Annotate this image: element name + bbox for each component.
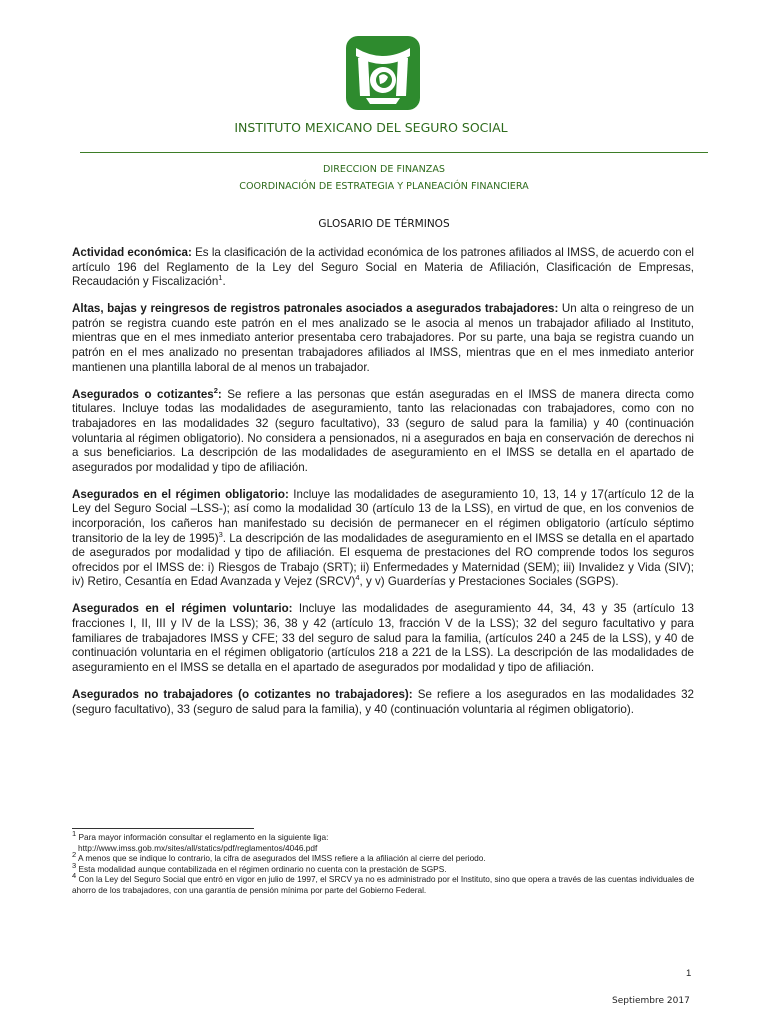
entry-term: Asegurados en el régimen voluntario: (72, 602, 293, 616)
footnote-1-link[interactable] (72, 843, 708, 854)
footnote-2 (72, 850, 708, 864)
entry-term: Actividad económica: (72, 246, 192, 259)
footnote-number: 1 (72, 829, 77, 839)
entry-text: Incluye las modalidades de aseguramiento 44, 34, 43 y 35 (artículo 13 fracciones I, II, III y IV de la LSS); 36, 38 y 42 (artículo 13, fracción V de la LSS); 32 del seguro facultativo y para familiares de trabajadores IMSS y CFE; 33 del seguro de salud para la familia, (artículos 240 a 245 de la LSS), y 40 de continuación voluntaria en el régimen obligatorio (artículos 218 a 221 de la LSS). La descripción de las modalidades de aseguramiento en el IMSS se detalla en el apartado de asegurados por modalidad y tipo de afiliación. (72, 602, 694, 674)
header-divider (80, 152, 708, 153)
footnote-number: 3 (72, 861, 77, 871)
institute-title: INSTITUTO MEXICANO DEL SEGURO SOCIAL (234, 120, 508, 135)
glossary-entry-asegurados-cotizantes (72, 385, 694, 476)
glossary-entry-altas-bajas (72, 302, 694, 375)
entry-text: Incluye las modalidades de aseguramiento 10, 13, 14 y 17(artículo 12 de la Ley del Seguro Social –LSS-); así como la modalidad 30 (artículo 13 de la LSS), en virtud de que, en los convenios de incorporación, los cañeros han manifestado su decisión de permanecer en el régimen obligatorio (artículo séptimo transitorio de la ley de 1995) (72, 487, 695, 545)
entry-term: Altas, bajas y reingresos de registros patronales asociados a asegurados trabajadores: (72, 302, 559, 316)
footnote-divider (72, 828, 254, 829)
entry-text: Es la clasificación de la actividad económica de los patrones afiliados al IMSS, de acuerdo con el artículo 196 del Reglamento de la Ley del Seguro Social en Materia de Afiliación, Clasificación de Empresas, Recaudación y Fiscalización (72, 246, 694, 289)
entry-text-tail: . La descripción de las modalidades de aseguramiento en el IMSS se detalla en el apartado de asegurados por modalidad y tipo de afiliación. El esquema de prestaciones del RO comprende todos los seguros ofrecidos por el IMSS de: i) Riesgos de Trabajo (SRT); ii) Enfermedades y Maternidad (SEM); iii) Invalidez y Vida (SIV); iv) Retiro, Cesantía en Edad Avanzada y Vejez (SRCV) (72, 531, 694, 589)
footnote-ref[interactable]: 1 (218, 273, 223, 283)
glossary-entry-no-trabajadores (72, 688, 694, 717)
direction-subtitle: DIRECCION DE FINANZAS (323, 164, 445, 175)
imss-logo-icon (346, 36, 420, 110)
imss-logo-graphic (346, 36, 420, 110)
footer-date: Septiembre 2017 (612, 996, 690, 1006)
footnote-number: 4 (72, 871, 77, 881)
page-number: 1 (686, 968, 692, 979)
footnote-ref[interactable]: 2 (213, 385, 218, 395)
footnote-text: Para mayor información consultar el reglamento en la siguiente liga: (76, 832, 329, 842)
entry-text: Se refiere a los asegurados en las modalidades 32 (seguro facultativo), 33 (seguro de salud para la familia), y 40 (continuación voluntaria al régimen obligatorio). (72, 687, 694, 716)
footnote-url[interactable]: http://www.imss.gob.mx/sites/all/statics/pdf/reglamentos/4046.pdf (78, 842, 318, 853)
coordination-subtitle: COORDINACIÓN DE ESTRATEGIA Y PLANEACIÓN FINANCIERA (239, 181, 529, 192)
entry-text: Se refiere a las personas que están aseguradas en el IMSS de manera directa como titulares. Incluye todas las modalidades de aseguramiento, tanto las relacionadas con trabajadores, como con no trabajadores en las modalidades 32 (seguro facultativo), 33 (seguro de salud para la familia) y 40 (continuación voluntaria al régimen obligatorio). No considera a pensionados, ni a asegurados en baja en conservación de derechos ni a sus beneficiarios. La descripción de las modalidades de aseguramiento en el IMSS se detalla en el apartado de asegurados por modalidad y tipo de afiliación. (72, 387, 694, 474)
footnote-4 (72, 871, 708, 895)
footnote-text: Esta modalidad aunque contabilizada en el régimen ordinario no cuenta con la prestación de SGPS. (76, 863, 447, 874)
entry-text-tail: . (222, 275, 226, 289)
footnote-ref[interactable]: 4 (355, 573, 360, 583)
footnotes (72, 829, 708, 896)
entry-term: Asegurados o cotizantes (72, 387, 214, 401)
entry-term: Asegurados no trabajadores (o cotizantes no trabajadores): (72, 687, 413, 701)
footnote-3 (72, 861, 708, 875)
glossary-entry-actividad (72, 246, 694, 290)
document-title: GLOSARIO DE TÉRMINOS (318, 218, 450, 230)
footnote-number: 2 (72, 850, 77, 860)
footnote-text: Con la Ley del Seguro Social que entró en vigor en julio de 1997, el SRCV ya no es administrado por el Instituto, sino que opera a través de las cuentas individuales de ahorro de los trabajadores, con una garantía de pensión mínima por parte del Gobierno Federal. (72, 874, 695, 895)
entry-term: Asegurados en el régimen obligatorio: (72, 487, 289, 501)
footnote-ref[interactable]: 3 (218, 529, 223, 539)
glossary-body (72, 246, 694, 730)
entry-text-tail: , y v) Guarderías y Prestaciones Sociales (SGPS). (359, 575, 619, 589)
footnote-text: A menos que se indique lo contrario, la cifra de asegurados del IMSS refiere a la afiliación al cierre del periodo. (76, 853, 486, 864)
entry-term-colon: : (217, 387, 222, 401)
glossary-entry-regimen-voluntario (72, 602, 694, 675)
footnote-1 (72, 829, 708, 843)
entry-text: Un alta o reingreso de un patrón se registra cuando este patrón en el mes analizado se le asocia al menos un trabajador afiliado al Instituto, mientras que en el mes inmediato anterior presentaba cero trabajadores. Por su parte, una baja se registra cuando un patrón en el mes analizado no presentan trabajadores afiliados al IMSS, mientras que en el mes inmediato anterior mantienen una plantilla laboral de al menos un trabajador. (72, 302, 694, 374)
glossary-entry-regimen-obligatorio (72, 488, 694, 590)
